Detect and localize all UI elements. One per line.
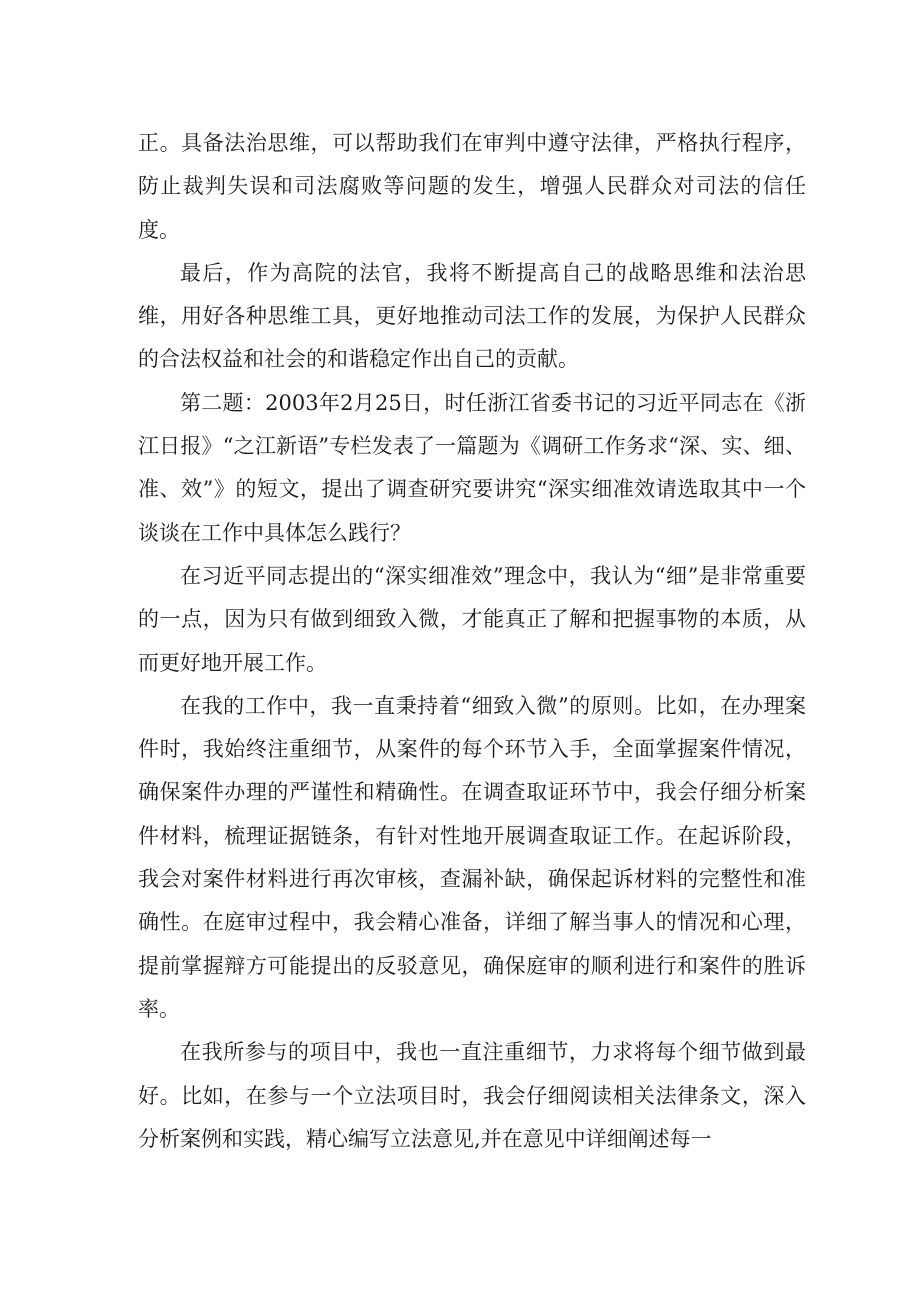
paragraph-case-handling: 在我的工作中，我一直秉持着“细致入微”的原则。比如，在办理案件时，我始终注重细节，从案件的每个环节入手，全面掌握案件情况，确保案件办理的严谨性和精确性。在调查取证环节中，我会仔细分析案件材料，梳理证据链条，有针对性地开展调查取证工作。在起诉阶段，我会对案件材料进行再次审核，查漏补缺，确保起诉材料的完整性和准确性。在庭审过程中，我会精心准备，详细了解当事人的情况和心理，提前掌握辩方可能提出的反驳意见，确保庭审的顺利进行和案件的胜诉率。: [138, 693, 806, 1021]
paragraph-question-two: 第二题：2003年2月25日，时任浙江省委书记的习近平同志在《浙江日报》“之江新语”专栏发表了一篇题为《调研工作务求“深、实、细、准、效”》的短文，提出了调查研究要讲究“深实细准效请选取其中一个谈谈在工作中具体怎么践行？: [138, 390, 806, 545]
paragraph-project-details: 在我所参与的项目中，我也一直注重细节，力求将每个细节做到最好。比如，在参与一个立法项目时，我会仔细阅读相关法律条文，深入分析案例和实践，精心编写立法意见,并在意见中详细阐述每一: [138, 1040, 806, 1151]
paragraph-answer-intro: 在习近平同志提出的“深实细准效”理念中，我认为“细”是非常重要的一点，因为只有做到细致入微，才能真正了解和把握事物的本质，从而更好地开展工作。: [138, 563, 806, 675]
paragraph-legal-thinking-end: 正。具备法治思维，可以帮助我们在审判中遵守法律，严格执行程序，防止裁判失误和司法腐败等问题的发生，增强人民群众对司法的信任度。: [138, 131, 806, 242]
paragraph-conclusion: 最后，作为高院的法官，我将不断提高自己的战略思维和法治思维，用好各种思维工具，更好地推动司法工作的发展，为保护人民群众的合法权益和社会的和谐稳定作出自己的贡献。: [138, 260, 806, 372]
document-page: [138, 122, 806, 1161]
